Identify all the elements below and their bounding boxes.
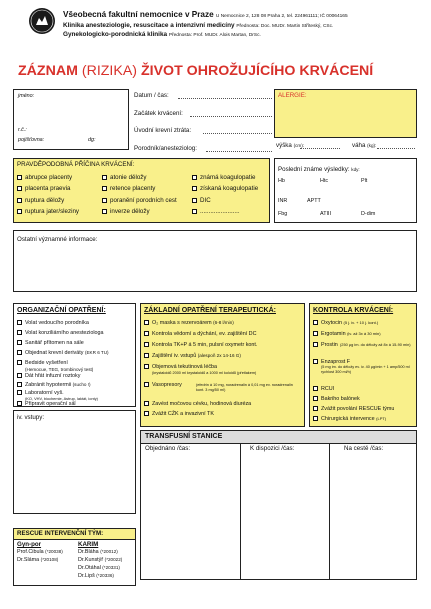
checkbox[interactable] [17,350,22,355]
control-item[interactable]: RCUI [313,386,334,393]
therapy-item[interactable]: Kontrola vědomí a dýchání, ev. zajištění DC [144,331,256,338]
allergy-label: ALERGIE: [278,92,307,99]
height-label: výška (cm): [276,142,305,149]
hospital-title: Všeobecná fakultní nemocnice v Praze U Nemocnice 2, 128 08 Praha 2, tel. 224961111; IČ 00064165 [63,10,348,19]
checkbox[interactable] [144,331,149,336]
organization-title: ORGANIZAČNÍ OPATŘENÍ: [17,307,106,314]
control-item-note: (250 μg im. do děložy až 8x á 15-90 min) [340,342,411,347]
iv-access-box[interactable] [13,410,136,514]
patient-dg-label: dg: [88,137,96,143]
patient-rc-label: r.č.: [18,127,27,133]
control-item[interactable]: Bakriho balónek [313,396,360,403]
weight-field[interactable] [377,148,415,149]
result-plt: Plt [361,178,368,184]
obstetrician-field[interactable] [206,151,272,152]
org-item[interactable]: Objednat krevní deriváty (EKR 6 TU) [17,350,109,357]
rescue-member: Dr.Lipš (*20336) [78,573,114,579]
checkbox[interactable] [313,396,318,401]
checkbox[interactable] [17,360,22,365]
therapy-title: ZÁKLADNÍ OPATŘENÍ TERAPEUTICKÁ: [144,307,276,314]
checkbox[interactable] [17,340,22,345]
initial-loss-label: Úvodní krevní ztráta: [134,127,192,134]
therapy-item[interactable]: Vasopresory [144,382,182,389]
bleeding-start-field[interactable] [190,116,272,117]
checkbox[interactable] [313,386,318,391]
checkbox[interactable] [313,359,318,364]
checkbox[interactable] [17,198,22,203]
checkbox[interactable] [17,175,22,180]
checkbox[interactable] [192,198,197,203]
control-item-note: (5 mg im. do děložy ev. iv. 40 μg/min + 1 amp/500 ml rychlost 300 ml/h) [321,365,410,374]
results-box [274,158,417,223]
therapy-box [140,303,305,427]
divider [329,443,330,580]
checkbox[interactable] [313,320,318,325]
result-ddim: D-dim [361,211,376,217]
checkbox[interactable] [17,209,22,214]
causes-box [13,158,270,223]
checkbox[interactable] [17,401,22,406]
checkbox[interactable] [144,382,149,387]
org-item[interactable]: Zabránit hypotermii (sucho !) [17,382,91,389]
height-field[interactable] [300,148,340,149]
transfusion-available-label: K dispozici /čas: [250,445,295,452]
date-time-field[interactable] [178,98,272,99]
patient-insurance-label: pojišťovna: [18,137,45,143]
hospital-logo [29,8,55,34]
result-atiii: ATIII [320,211,331,217]
checkbox[interactable] [192,175,197,180]
checkbox[interactable] [144,320,149,325]
patient-name-label: jméno: [18,93,35,99]
control-item[interactable]: Chirurgická intervence (LPT) [313,416,386,423]
allergy-box[interactable] [274,89,417,138]
therapy-item[interactable]: Objemová tekutinová léčba [144,364,217,371]
checkbox[interactable] [192,186,197,191]
org-item[interactable]: Sanitář přítomen na sále [17,340,84,347]
document-title: ZÁZNAM (RIZIKA) ŽIVOT OHROŽUJÍCÍHO KRVÁCENÍ [18,63,374,79]
checkbox[interactable] [144,411,149,416]
therapy-item-note: (krystaloidů 2000 ml krystaloidů a 1000 ml koloidů (přetlakem) [152,371,257,375]
therapy-item-note: (efedrin á 10 mg, noradrenalin á 0,01 mg ev. noradrenalin kont. 3 mg/50 ml) [196,383,293,392]
control-item[interactable]: Oxytocin (5 j. iv. + 10 j. kont.) [313,320,378,327]
rescue-karim-title: KARIM [78,541,99,548]
rescue-gyn-title: Gyn-por [17,541,42,548]
checkbox[interactable] [102,175,107,180]
divider [240,443,241,580]
other-info-label: Ostatní významné informace: [17,236,98,243]
checkbox[interactable] [102,198,107,203]
checkbox[interactable] [144,342,149,347]
logo-emblem-icon [29,8,55,34]
control-title: KONTROLA KRVÁCENÍ: [313,307,394,314]
checkbox[interactable] [144,401,149,406]
clinic-2: Gynekologicko-porodnická klinika Přednosta: Prof. MUDr. Alois Martan, DrSc. [63,31,261,38]
control-item[interactable]: Enzaprost F [313,359,350,366]
org-item[interactable]: Dát hřát infuzní roztoky [17,373,80,380]
patient-box [13,89,129,150]
org-item[interactable]: Laboratorní vyš. [17,390,64,397]
result-htc: Htc [320,178,329,184]
cause-item[interactable]: ruptura jater/sleziny [17,208,79,216]
checkbox[interactable] [313,331,318,336]
checkbox[interactable] [102,209,107,214]
control-item[interactable]: Zvážit povolání RESCUE týmu [313,406,394,413]
cause-item[interactable]: ruptura děložy [17,197,64,205]
iv-access-label: iv. vstupy: [17,414,45,421]
rescue-title: RESCUE INTERVENČNÍ TÝM: [17,530,104,537]
rescue-member: Dr.Kunstýř (*20022) [78,557,123,563]
transfusion-title: TRANSFUSNÍ STANICE [145,433,223,440]
cause-item[interactable]: abrupce placenty [17,174,72,182]
org-item-note: (Hemocue, TEG, trombinový test) [25,367,94,372]
cause-item[interactable]: DIC [192,197,211,205]
bleeding-start-label: Začátek krvácení: [134,110,183,117]
checkbox[interactable] [313,342,318,347]
org-item[interactable]: Připravit operační sál [17,401,76,407]
weight-label: váha (kg): [352,142,377,149]
result-inr: INR [278,198,288,204]
control-item[interactable]: Ergotamin (iv. až 3x á 30 min) [313,331,381,338]
cause-item[interactable]: atonie děložy [102,174,146,182]
checkbox[interactable] [17,382,22,387]
initial-loss-field[interactable] [203,133,272,134]
hospital-address: U Nemocnice 2, 128 08 Praha 2, tel. 224961111; IČ 00064165 [215,14,348,19]
checkbox[interactable] [144,353,149,358]
checkbox[interactable] [313,406,318,411]
org-item-note: (KO, VHV, biochemie, Astrup, laktát, ionty) [25,396,98,401]
control-box [309,303,417,427]
therapy-item[interactable]: Zavést močovou cévku, hodinová diuréza [144,401,251,408]
obstetrician-label: Porodník/anesteziolog: [134,145,197,152]
rescue-member: Dr.Bláha (*20012) [78,549,118,555]
checkbox[interactable] [102,186,107,191]
org-item[interactable]: Volat konziliárního anesteziologa [17,330,104,337]
rescue-member: Dr.Sláma (*20108) [17,557,59,563]
org-item[interactable]: Bedside vyšetření [17,360,68,367]
rescue-member: Prof.Cibula (*20038) [17,549,63,555]
checkbox[interactable] [17,186,22,191]
transfusion-box [140,430,417,580]
date-time-label: Datum / čas: [134,92,169,99]
transfusion-ordered-label: Objednáno /čas: [145,445,191,452]
cause-item[interactable]: retence placenty [102,185,155,193]
transfusion-onway-label: Na cestě /čas: [344,445,384,452]
cause-item[interactable]: získaná koagulopatie [192,185,258,193]
cause-item[interactable]: inverze děložy [102,208,150,216]
rescue-box [13,528,136,586]
checkbox[interactable] [17,330,22,335]
therapy-item[interactable]: Zvážit CŽK a invazivní TK [144,411,214,418]
result-aptt: APTT [307,198,321,204]
checkbox[interactable] [17,320,22,325]
rescue-member: Dr.Otáhal (*20331) [78,565,120,571]
other-info-box[interactable] [13,230,417,292]
therapy-item[interactable]: O₂ maska s rezervoárem (6-8 l/min) [144,320,234,327]
cause-item[interactable]: placenta praevia [17,185,70,193]
checkbox[interactable] [17,390,22,395]
therapy-item[interactable]: Kontrola TK+P á 5 min, pulsní oxymetr kont. [144,342,257,349]
cause-item[interactable]: známá koagulopatie [192,174,255,182]
organization-box [13,303,136,407]
therapy-item[interactable]: Zajištění iv. vstupů (alespoň 2x 14-16 G) [144,353,241,360]
results-title: Poslední známe výsledky: kdy: [278,166,360,173]
org-item[interactable]: Volat vedoucího porodníka [17,320,89,327]
cause-item[interactable]: poranění porodních cest [102,197,177,205]
result-hb: Hb [278,178,285,184]
checkbox[interactable] [144,364,149,369]
checkbox[interactable] [192,209,197,214]
checkbox[interactable] [313,416,318,421]
cause-item[interactable]: ....................... [192,208,240,216]
checkbox[interactable] [17,373,22,378]
clinic-1: Klinika anesteziologie, resuscitace a intenzivní medicíny Přednosta: Doc. MUDr. Martin Stříteský, CSc. [63,22,334,29]
control-item[interactable]: Prostin [313,342,338,349]
result-fbg: Fbg [278,211,288,217]
causes-title: PRAVDĚPODOBNÁ PŘÍČINA KRVÁCENÍ: [17,161,135,168]
